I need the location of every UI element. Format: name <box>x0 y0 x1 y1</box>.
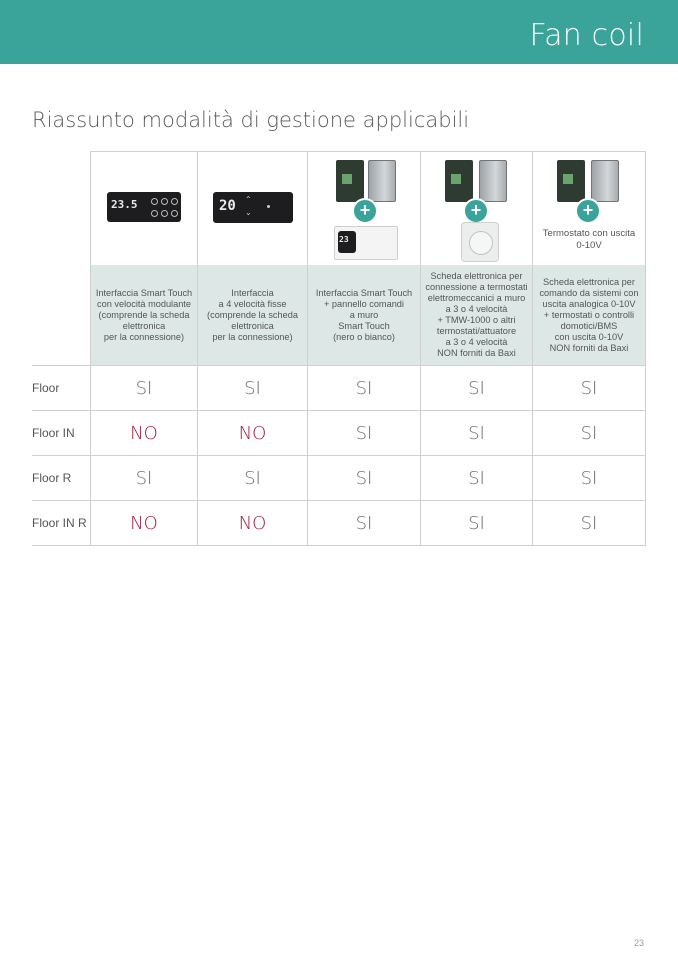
four-speed-display-icon: 20 ⌃ ⌄ <box>213 192 293 223</box>
circuit-board-icon <box>445 160 473 202</box>
value-cell: SI <box>197 455 307 500</box>
wall-thermostat-icon <box>461 222 499 262</box>
smart-touch-display-icon <box>107 192 181 222</box>
header-band <box>0 0 678 64</box>
value-cell: SI <box>532 500 646 545</box>
page-number: 23 <box>633 938 644 948</box>
image-cell-0-10v <box>532 151 646 265</box>
value-cell: SI <box>307 365 420 410</box>
circuit-board-icon <box>336 160 364 202</box>
plus-icon: + <box>352 198 378 224</box>
display-digits: 23 <box>339 235 349 244</box>
value-cell: SI <box>90 455 197 500</box>
plus-icon: + <box>575 198 601 224</box>
image-cell-4-speed <box>197 151 307 265</box>
plus-icon: + <box>463 198 489 224</box>
header-title: Fan coil <box>529 18 644 53</box>
circuit-board-icon <box>557 160 585 202</box>
value-cell: NO <box>90 500 197 545</box>
value-cell: SI <box>532 410 646 455</box>
value-cell: SI <box>197 365 307 410</box>
row-label: Floor IN <box>32 410 90 455</box>
value-cell: SI <box>90 365 197 410</box>
display-digits: 20 <box>219 198 236 214</box>
column-description: Interfaccia Smart Touch + pannello comandi a muro Smart Touch (nero o bianco) <box>307 265 420 365</box>
wall-panel-icon <box>334 226 398 260</box>
value-cell: SI <box>307 410 420 455</box>
value-cell: SI <box>420 410 532 455</box>
value-cell: SI <box>532 365 646 410</box>
row-label: Floor IN R <box>32 500 90 545</box>
row-label: Floor R <box>32 455 90 500</box>
column-description: Interfaccia a 4 velocità fisse (comprende la scheda elettronica per la connessione) <box>197 265 307 365</box>
value-cell: SI <box>307 500 420 545</box>
image-cell-electromechanical <box>420 151 532 265</box>
enclosure-icon <box>368 160 396 202</box>
value-cell: NO <box>90 410 197 455</box>
value-cell: SI <box>307 455 420 500</box>
table-bottom-rule <box>32 545 646 546</box>
value-cell: NO <box>197 410 307 455</box>
value-cell: SI <box>532 455 646 500</box>
enclosure-icon <box>591 160 619 202</box>
value-cell: SI <box>420 365 532 410</box>
value-cell: NO <box>197 500 307 545</box>
image-cell-smart-touch <box>90 151 197 265</box>
display-digits: 23.5 <box>111 198 138 211</box>
thermostat-caption: Termostato con uscita 0-10V <box>542 228 636 251</box>
column-description: Scheda elettronica per comando da sistemi con uscita analogica 0-10V + termostati o controlli domotici/BMS con uscita 0-10V NON forniti da Baxi <box>532 265 646 365</box>
management-table <box>32 151 646 546</box>
image-cell-smart-touch-panel <box>307 151 420 265</box>
value-cell: SI <box>420 455 532 500</box>
section-title: Riassunto modalità di gestione applicabili <box>32 108 470 132</box>
column-description: Scheda elettronica per connessione a termostati elettromeccanici a muro a 3 o 4 velocità + TMW-1000 o altri termostati/attuatore a 3 o 4 velocità NON forniti da Baxi <box>420 265 532 365</box>
enclosure-icon <box>479 160 507 202</box>
row-label: Floor <box>32 365 90 410</box>
column-description: Interfaccia Smart Touch con velocità modulante (comprende la scheda elettronica per la connessione) <box>90 265 197 365</box>
value-cell: SI <box>420 500 532 545</box>
